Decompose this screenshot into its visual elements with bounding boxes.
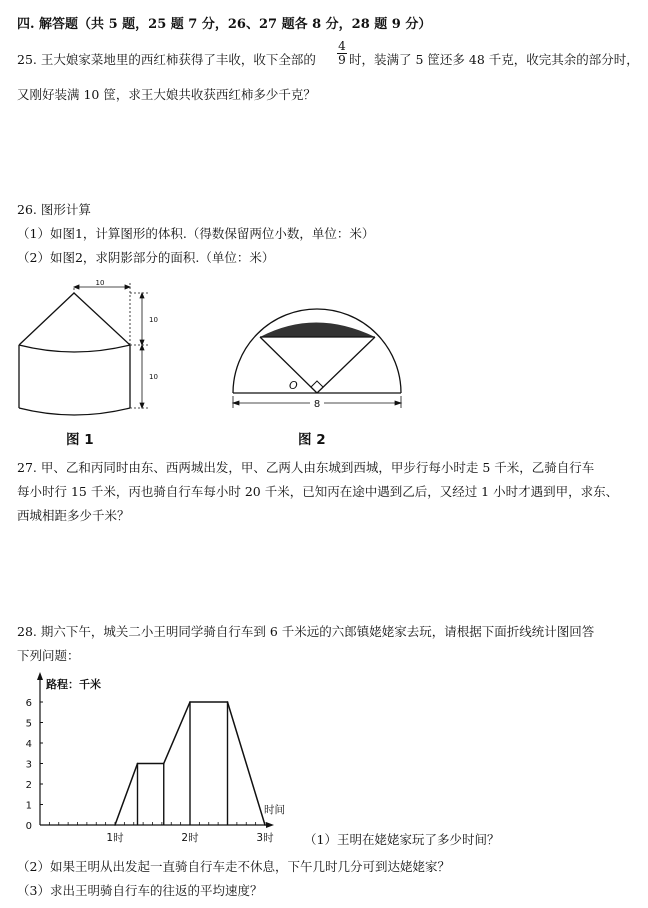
q26-title: 26. 图形计算 (17, 202, 91, 217)
data-point (137, 763, 139, 765)
q28-line1: 28. 期六下午，城关二小王明同学骑自行车到 6 千米远的六郎镇姥姥家去玩，请根据下面折线统计图回答 (17, 624, 595, 639)
x-tick-label: 3时 (256, 832, 274, 844)
figure-2-caption: 图 2 (298, 432, 326, 448)
distance-time-line-chart (12, 670, 302, 845)
q25-text-part1: 25. 王大娘家菜地里的西红柿获得了丰收，收下全部的 (17, 52, 316, 67)
chart-axes (37, 672, 274, 828)
fig2-diameter-label: 8 (313, 399, 321, 410)
y-tick-label: 6 (25, 698, 32, 709)
fraction-numerator: 4 (338, 39, 346, 53)
q25-text-part2: 时，装满了 5 筐还多 48 千克，收完其余的部分时， (349, 52, 639, 67)
q26-sub1: （1）如图1，计算图形的体积.（得数保留两位小数，单位：米） (17, 226, 375, 241)
q28-line2: 下列问题： (17, 648, 80, 663)
q27-line2: 每小时行 15 千米，丙也骑自行车每小时 20 千米，已知丙在途中遇到乙后，又经过 1 小时才遇到甲，求东、 (17, 484, 619, 499)
q28-sub1: （1）王明在姥姥家玩了多少时间？ (304, 832, 500, 847)
data-point (264, 824, 266, 826)
data-point (227, 701, 229, 703)
y-tick-label: 2 (25, 780, 32, 791)
q27-line1: 27. 甲、乙和丙同时由东、西两城出发，甲、乙两人由东城到西城，甲步行每小时走 5 千米，乙骑自行车 (17, 460, 595, 475)
x-tick-label: 1时 (106, 832, 124, 844)
data-point (114, 824, 116, 826)
fig1-dim-cone: 10 (149, 316, 158, 324)
q25-text-line2: 又刚好装满 10 筐，求王大娘共收获西红柿多少千克？ (17, 87, 316, 102)
y-tick-label: 5 (25, 718, 32, 730)
y-tick-label: 3 (25, 759, 32, 771)
fraction-denominator: 9 (338, 53, 346, 67)
data-point (189, 701, 191, 703)
y-tick-label: 4 (25, 739, 32, 750)
data-point (163, 763, 165, 765)
figure-1-cone-cylinder (10, 275, 160, 420)
fig2-center-label: O (289, 379, 298, 392)
section-title: 四. 解答题（共 5 题，25 题 7 分，26、27 题各 8 分，28 题 9 分） (17, 17, 432, 32)
y-tick-label: 0 (25, 821, 32, 832)
chart-x-axis-label: 时间 (264, 804, 285, 816)
figure-1-caption: 图 1 (66, 432, 94, 448)
y-tick-label: 1 (25, 800, 32, 812)
q28-sub3: （3）求出王明骑自行车的往返的平均速度？ (17, 883, 263, 898)
q27-line3: 西城相距多少千米？ (17, 508, 130, 523)
q26-sub2: （2）如图2，求阴影部分的面积.（单位：米） (17, 250, 275, 265)
chart-y-axis-label: 路程：千米 (46, 678, 101, 691)
fig1-dim-cyl: 10 (149, 373, 158, 381)
fig1-dim-top: 10 (95, 279, 105, 287)
q28-sub2: （2）如果王明从出发起一直骑自行车走不休息，下午几时几分可到达姥姥家？ (17, 859, 450, 874)
q25-fraction (336, 40, 348, 67)
x-tick-label: 2时 (181, 832, 199, 844)
figure-2-semicircle (225, 305, 415, 413)
